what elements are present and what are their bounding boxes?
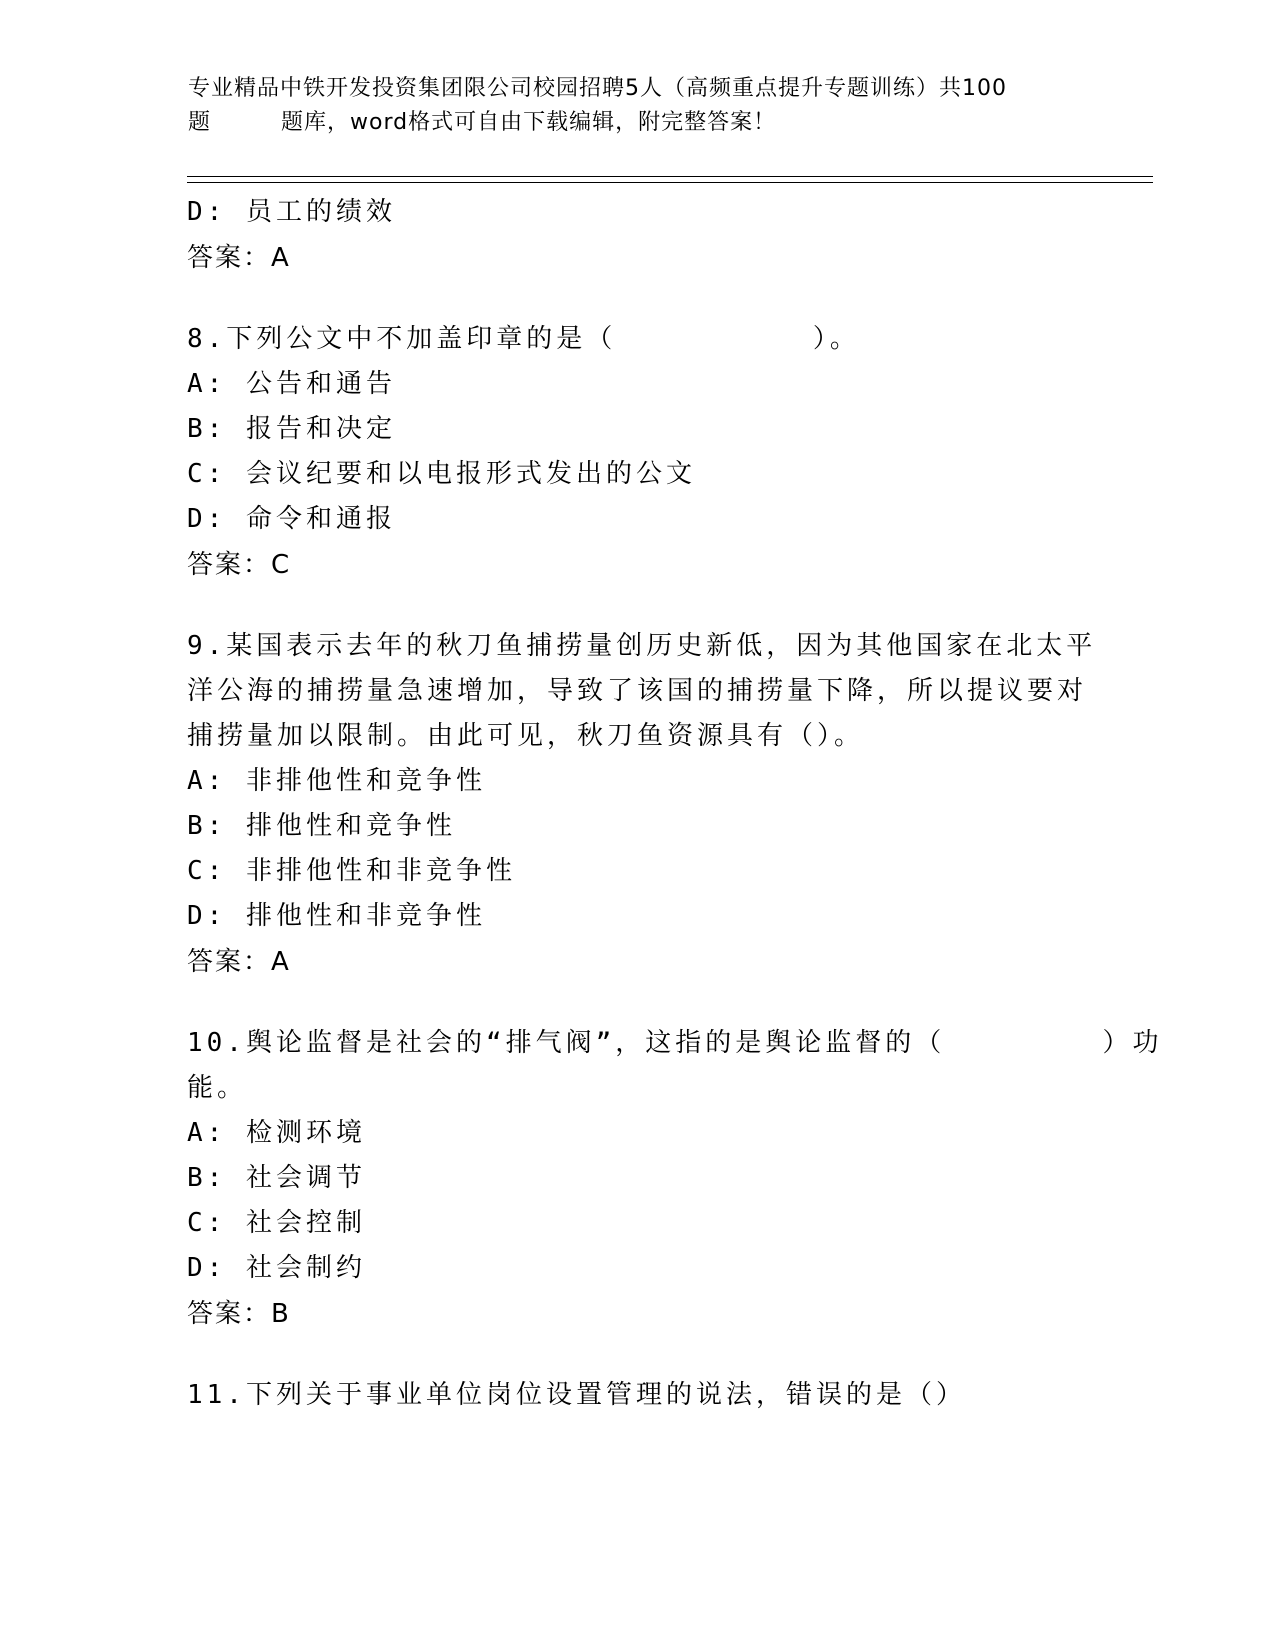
document-header xyxy=(188,72,1088,140)
option-d: D: 员工的绩效 xyxy=(187,197,396,227)
option-c: C: 社会控制 xyxy=(187,1208,366,1238)
option-a: A: 非排他性和竞争性 xyxy=(187,766,486,796)
header-rule-top xyxy=(187,176,1153,177)
answer-line: 答案：C xyxy=(187,550,292,580)
option-a: A: 检测环境 xyxy=(187,1118,366,1148)
answer-line: 答案：A xyxy=(187,243,291,273)
question-9 xyxy=(187,624,1097,985)
option-d: D: 排他性和非竞争性 xyxy=(187,901,486,931)
answer-line: 答案：B xyxy=(187,1299,291,1329)
question-text: 10.舆论监督是社会的“排气阀”，这指的是舆论监督的（ ）功 xyxy=(187,1028,1163,1058)
option-b: B: 社会调节 xyxy=(187,1163,366,1193)
option-d: D: 命令和通报 xyxy=(187,504,396,534)
option-c: C: 非排他性和非竞争性 xyxy=(187,856,516,886)
header-line-2 xyxy=(188,106,1088,140)
header-line-2-a: 题 xyxy=(188,110,212,135)
option-c: C: 会议纪要和以电报形式发出的公文 xyxy=(187,459,696,489)
question-10 xyxy=(187,1021,1163,1337)
document-body xyxy=(187,190,1163,1418)
header-rule-bottom xyxy=(187,182,1153,183)
option-b: B: 报告和决定 xyxy=(187,414,396,444)
question-text: 9.某国表示去年的秋刀鱼捕捞量创历史新低，因为其他国家在北太平 xyxy=(187,631,1097,661)
question-8 xyxy=(187,317,1087,588)
header-line-1: 专业精品中铁开发投资集团限公司校园招聘5人（高频重点提升专题训练）共100 xyxy=(188,76,1007,101)
option-d: D: 社会制约 xyxy=(187,1253,366,1283)
header-line-2-b: 题库，word格式可自由下载编辑，附完整答案！ xyxy=(281,110,777,135)
question-text: 11.下列关于事业单位岗位设置管理的说法，错误的是（） xyxy=(187,1380,966,1410)
question-11 xyxy=(187,1373,1087,1418)
option-b: B: 排他性和竞争性 xyxy=(187,811,456,841)
option-a: A: 公告和通告 xyxy=(187,369,396,399)
question-text: 捕捞量加以限制。由此可见，秋刀鱼资源具有（）。 xyxy=(187,721,865,751)
question-text: 洋公海的捕捞量急速增加，导致了该国的捕捞量下降，所以提议要对 xyxy=(187,676,1088,706)
question-text: 能。 xyxy=(187,1073,248,1103)
question-text: 8.下列公文中不加盖印章的是（ ）。 xyxy=(187,324,860,354)
answer-line: 答案：A xyxy=(187,947,291,977)
